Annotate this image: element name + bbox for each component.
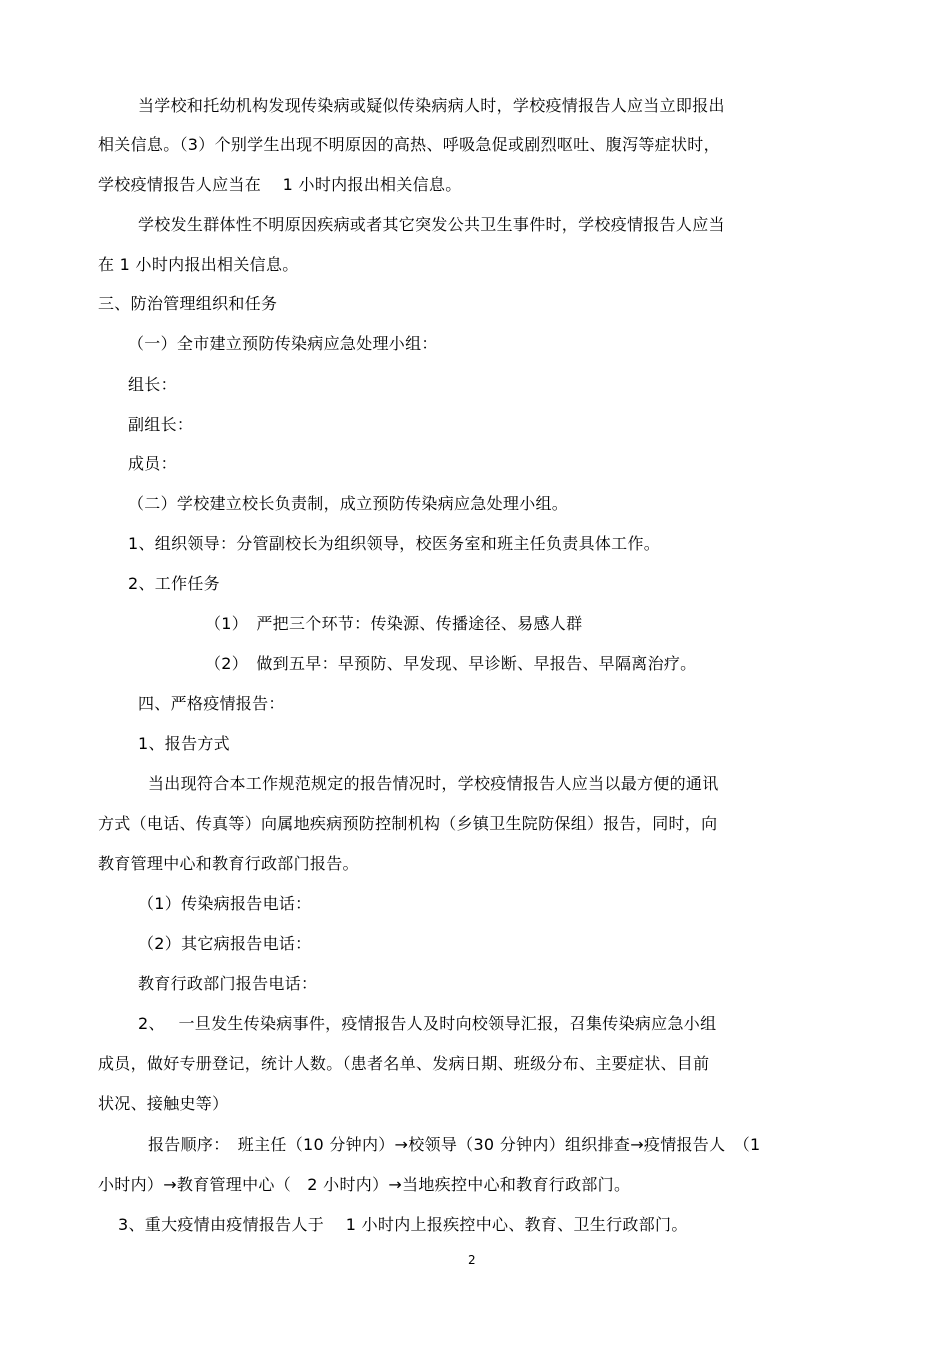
field-label-leader: 组长： xyxy=(128,375,177,394)
paragraph-line: 成员，做好专册登记，统计人数。（患者名单、发病日期、班级分布、主要症状、目前 xyxy=(98,1054,710,1073)
field-label-members: 成员： xyxy=(128,454,177,473)
paragraph-line: 学校疫情报告人应当在 1 小时内报出相关信息。 xyxy=(98,175,462,194)
phone-field-label: 教育行政部门报告电话： xyxy=(138,974,318,993)
paragraph-line: 小时内）→教育管理中心（ 2 小时内）→当地疾控中心和教育行政部门。 xyxy=(98,1175,631,1194)
field-label-deputy-leader: 副组长： xyxy=(128,415,194,434)
paragraph-line: 当学校和托幼机构发现传染病或疑似传染病病人时，学校疫情报告人应当立即报出 xyxy=(138,96,725,115)
paragraph-line: 3、重大疫情由疫情报告人于 1 小时内上报疾控中心、教育、卫生行政部门。 xyxy=(118,1215,688,1234)
paragraph-line: 相关信息。（3）个别学生出现不明原因的高热、呼吸急促或剧烈呕吐、腹泻等症状时， xyxy=(98,135,720,154)
paragraph-line: 当出现符合本工作规范规定的报告情况时，学校疫情报告人应当以最方便的通讯 xyxy=(148,774,719,793)
list-item: 1、报告方式 xyxy=(138,734,230,753)
list-item: 2、工作任务 xyxy=(128,574,220,593)
list-item: （1） 严把三个环节：传染源、传播途径、易感人群 xyxy=(205,614,583,633)
paragraph-line: 在 1 小时内报出相关信息。 xyxy=(98,255,299,274)
paragraph-line: 学校发生群体性不明原因疾病或者其它突发公共卫生事件时，学校疫情报告人应当 xyxy=(138,215,725,234)
section-heading: 三、防治管理组织和任务 xyxy=(98,294,278,313)
paragraph-line: 2、 一旦发生传染病事件，疫情报告人及时向校领导汇报，召集传染病应急小组 xyxy=(138,1014,717,1033)
subsection-heading: （一）全市建立预防传染病应急处理小组： xyxy=(128,334,438,353)
paragraph-line: 报告顺序： 班主任（10 分钟内）→校领导（30 分钟内）组织排查→疫情报告人 （1 xyxy=(148,1135,761,1154)
list-item: （2） 做到五早：早预防、早发现、早诊断、早报告、早隔离治疗。 xyxy=(205,654,697,673)
section-heading: 四、严格疫情报告： xyxy=(138,694,285,713)
paragraph-line: 状况、接触史等） xyxy=(98,1094,229,1113)
phone-field-label: （2）其它病报告电话： xyxy=(138,934,312,953)
phone-field-label: （1）传染病报告电话： xyxy=(138,894,312,913)
list-item: 1、组织领导：分管副校长为组织领导，校医务室和班主任负责具体工作。 xyxy=(128,534,661,553)
paragraph-line: 教育管理中心和教育行政部门报告。 xyxy=(98,854,359,873)
subsection-heading: （二）学校建立校长负责制，成立预防传染病应急处理小组。 xyxy=(128,494,569,513)
paragraph-line: 方式（电话、传真等）向属地疾病预防控制机构（乡镇卫生院防保组）报告，同时，向 xyxy=(98,814,718,833)
page-number: 2 xyxy=(468,1253,476,1267)
